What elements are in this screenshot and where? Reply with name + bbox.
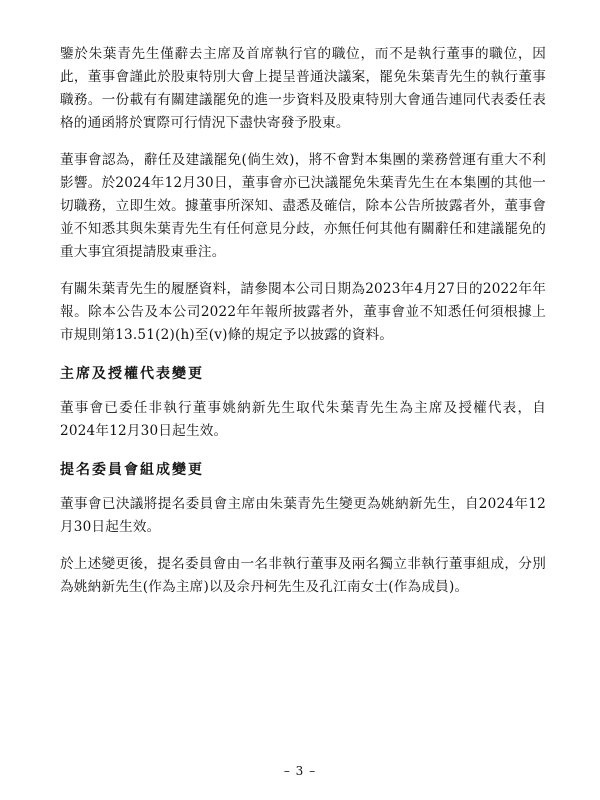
paragraph-committee-chair-change: 董事會已決議將提名委員會主席由朱葉青先生變更為姚納新先生，自2024年12月30日起生效。	[60, 496, 546, 535]
document-body	[60, 43, 546, 613]
section-heading-nomination-committee: 提名委員會組成變更	[60, 462, 204, 478]
paragraph-board-opinion: 董事會認為，辭任及建議罷免(倘生效)，將不會對本集團的業務營運有重大不利影響。於2024年12月30日，董事會亦已決議罷免朱葉青先生在本集團的其他一切職務，立即生效。據董事所深知、盡悉及確信，除本公告所披露者外，董事會並不知悉其與朱葉青先生有任何意見分歧，亦無任何其他有關辭任和建議罷免的重大事宜須提請股東垂注。	[60, 152, 546, 260]
paragraph-removal-notice: 鑒於朱葉青先生僅辭去主席及首席執行官的職位，而不是執行董事的職位，因此，董事會謹此於股東特別大會上提呈普通決議案，罷免朱葉青先生的執行董事職務。一份載有有關建議罷免的進一步資料及股東特別大會通告連同代表委任表格的通函將於實際可行情況下盡快寄發予股東。	[60, 46, 546, 131]
section-heading-chairman-change: 主席及授權代表變更	[60, 366, 204, 382]
paragraph-chairman-change: 董事會已委任非執行董事姚納新先生取代朱葉青先生為主席及授權代表，自2024年12月30日起生效。	[60, 400, 546, 439]
paragraph-biography-reference: 有關朱葉青先生的履歷資料，請參閱本公司日期為2023年4月27日的2022年年報。除本公告及本公司2022年年報所披露者外，董事會並不知悉任何須根據上市規則第13.51(2)(h)至(v)條的規定予以披露的資料。	[60, 281, 546, 343]
paragraph-committee-composition: 於上述變更後，提名委員會由一名非執行董事及兩名獨立非執行董事組成，分別為姚納新先生(作為主席)以及佘丹柯先生及孔江南女士(作為成員)。	[60, 556, 546, 595]
page-number: – 3 –	[283, 764, 317, 778]
